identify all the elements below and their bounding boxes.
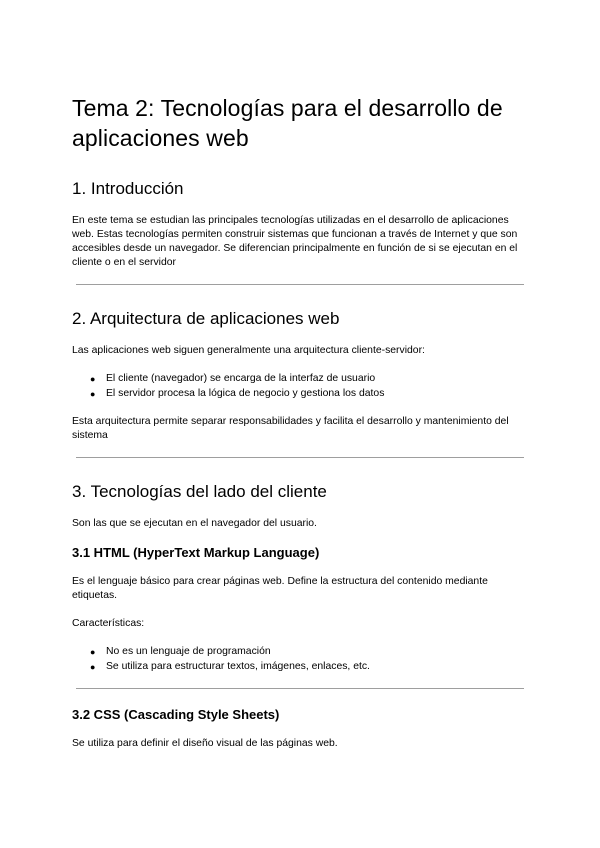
architecture-bullet-list [72,372,524,401]
list-item-text: El cliente (navegador) se encarga de la interfaz de usuario [106,373,376,384]
section-heading-client-technologies: 3. Tecnologías del lado del cliente [72,482,327,501]
document-title: Tema 2: Tecnologías para el desarrollo de aplicaciones web [72,95,503,151]
introduction-paragraph: En este tema se estudian las principales tecnologías utilizadas en el desarrollo de aplicaciones web. Estas tecnologías permiten construir sistemas que funcionan a través de Internet y que son accesibles desde un navegador. Se diferencian principalmente en función de si se ejecutan en el cliente o en el servidor [72,215,518,268]
html-features-list [72,645,524,674]
architecture-intro-paragraph: Las aplicaciones web siguen generalmente una arquitectura cliente-servidor: [72,345,425,356]
bullet-icon: ● [90,647,96,657]
list-item-text: No es un lenguaje de programación [106,646,271,657]
subsection-heading-html: 3.1 HTML (HyperText Markup Language) [72,545,320,560]
bullet-icon: ● [90,661,96,672]
css-description-paragraph: Se utiliza para definir el diseño visual de las páginas web. [72,738,338,749]
html-features-label: Características: [72,618,145,629]
section-heading-architecture: 2. Arquitectura de aplicaciones web [72,309,340,328]
list-item-text: El servidor procesa la lógica de negocio y gestiona los datos [106,387,385,399]
list-item [90,645,524,660]
client-intro-paragraph: Son las que se ejecutan en el navegador del usuario. [72,518,317,529]
horizontal-divider [76,457,524,458]
list-item [90,372,524,387]
list-item [90,387,524,402]
bullet-icon: ● [90,388,96,399]
list-item [90,660,524,675]
section-heading-introduction: 1. Introducción [72,179,184,198]
horizontal-divider [76,688,524,689]
subsection-heading-css: 3.2 CSS (Cascading Style Sheets) [72,707,280,722]
architecture-closing-paragraph: Esta arquitectura permite separar responsabilidades y facilita el desarrollo y mantenimiento del sistema [72,416,509,441]
horizontal-divider [76,284,524,285]
html-description-paragraph: Es el lenguaje básico para crear páginas web. Define la estructura del contenido mediante etiquetas. [72,576,488,601]
bullet-icon: ● [90,374,96,384]
list-item-text: Se utiliza para estructurar textos, imágenes, enlaces, etc. [106,660,370,672]
